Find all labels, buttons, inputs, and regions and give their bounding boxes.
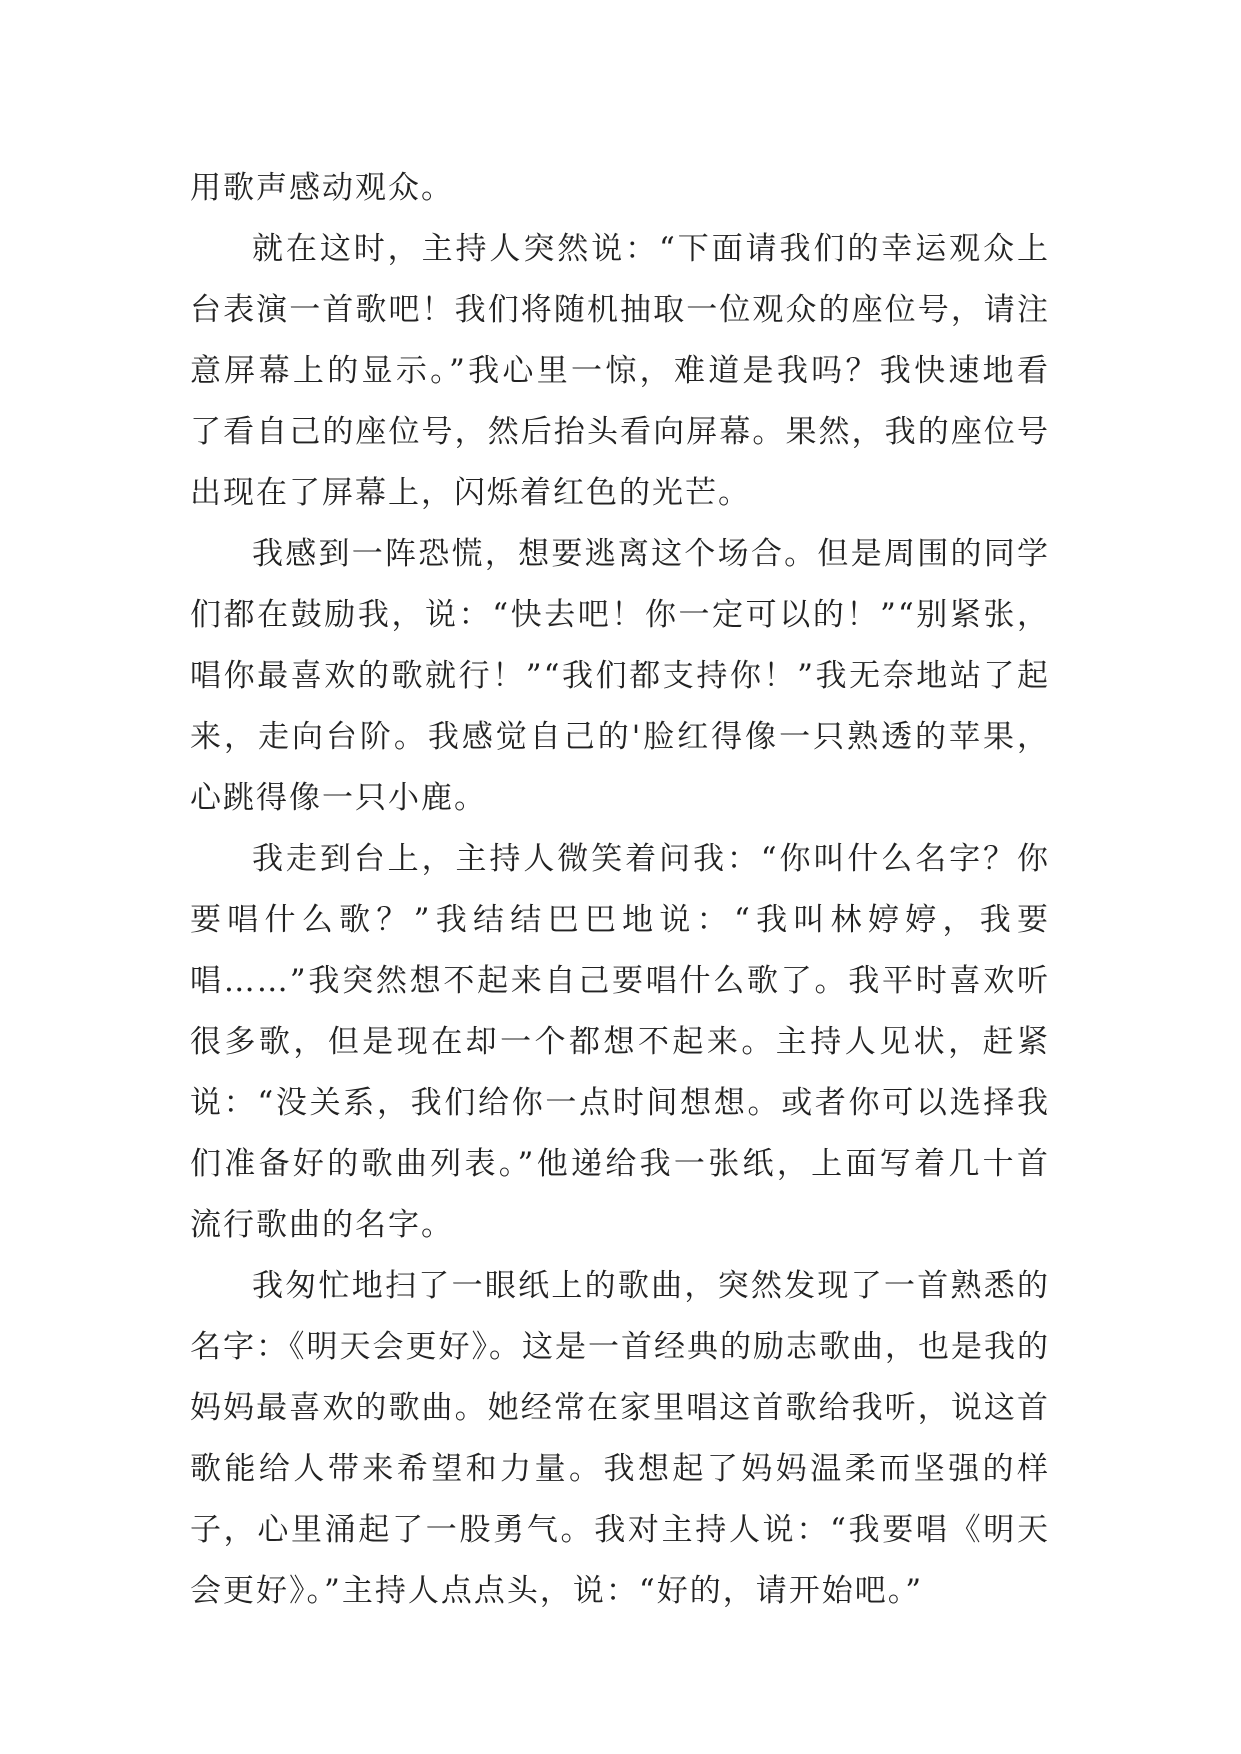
paragraph-5: 我匆忙地扫了一眼纸上的歌曲，突然发现了一首熟悉的名字：《明天会更好》。这是一首经典的励志歌曲，也是我的妈妈最喜欢的歌曲。她经常在家里唱这首歌给我听，说这首歌能给人带来希望和力量。我想起了妈妈温柔而坚强的样子，心里涌起了一股勇气。我对主持人说：“我要唱《明天会更好》。”主持人点点头，说：“好的，请开始吧。” [190, 1268, 1050, 1609]
paragraph-2: 就在这时，主持人突然说：“下面请我们的幸运观众上台表演一首歌吧！我们将随机抽取一位观众的座位号，请注意屏幕上的显示。”我心里一惊，难道是我吗？我快速地看了看自己的座位号，然后抬头看向屏幕。果然，我的座位号出现在了屏幕上，闪烁着红色的光芒。 [190, 231, 1050, 511]
paragraph-1: 用歌声感动观众。 [190, 170, 454, 206]
paragraph-4: 我走到台上，主持人微笑着问我：“你叫什么名字？你要唱什么歌？”我结结巴巴地说：“我叫林婷婷，我要唱……”我突然想不起来自己要唱什么歌了。我平时喜欢听很多歌，但是现在却一个都想不起来。主持人见状，赶紧说：“没关系，我们给你一点时间想想。或者你可以选择我们准备好的歌曲列表。”他递给我一张纸，上面写着几十首流行歌曲的名字。 [190, 841, 1050, 1243]
paragraph-3: 我感到一阵恐慌，想要逃离这个场合。但是周围的同学们都在鼓励我，说：“快去吧！你一定可以的！”“别紧张，唱你最喜欢的歌就行！”“我们都支持你！”我无奈地站了起来，走向台阶。我感觉自己的'脸红得像一只熟透的苹果，心跳得像一只小鹿。 [190, 536, 1050, 816]
document-body [190, 158, 1050, 1622]
